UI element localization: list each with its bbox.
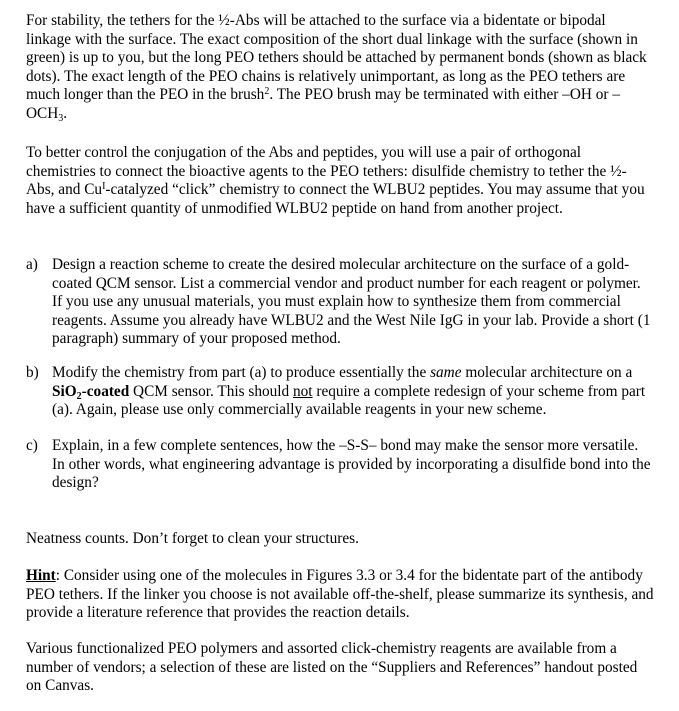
question-a-text: Design a reaction scheme to create the desired molecular architecture on the surface of a gold-coated QCM sensor. List a commercial vendor and product number for each reagent or polymer. If you use any unusual materials, you must explain how to synthesize them from commercial reagents. Assume you already have WLBU2 and the West Nile IgG in your lab. Provide a short (1 paragraph) summary of your proposed method. bbox=[52, 256, 651, 348]
question-a-label: a) bbox=[26, 256, 38, 273]
vendors-paragraph: Various functionalized PEO polymers and assorted click-chemistry reagents are available from a number of vendors; a selection of these are listed on the “Suppliers and References” handout posted on Canvas. bbox=[26, 640, 638, 695]
paragraph-orthogonal-chemistries: To better control the conjugation of the Abs and peptides, you will use a pair of orthogonal chemistries to connect the bioactive agents to the PEO tethers: disulfide chemistry to tether the ½-Abs, and $Cu^I$-catalyzed “click” chemistry to connect the WLBU2 peptides. You may assume that you have a sufficient quantity of unmodified WLBU2 peptide on hand from another project. bbox=[26, 144, 645, 217]
question-c-text: Explain, in a few complete sentences, how the –S-S– bond may make the sensor more versatile. In other words, what engineering advantage is provided by incorporating a disulfide bond into the design? bbox=[52, 437, 651, 492]
paragraph-tether-linkage: For stability, the tethers for the ½-Abs will be attached to the surface via a bidentate or bipodal linkage with the surface. The exact composition of the short dual linkage with the surface (shown in green) is up to you, but the long PEO tethers should be attached by permanent bonds (shown as black dots). The exact length of the PEO chains is relatively unimportant, as long as the PEO tethers are much longer than the PEO in the brush$^2$. The PEO brush may be terminated with either –OH or $-OCH_3$. bbox=[26, 12, 647, 124]
question-a bbox=[26, 256, 654, 349]
hint-label: Hint bbox=[26, 567, 56, 584]
question-b bbox=[26, 364, 654, 420]
hint-paragraph: Hint: Consider using one of the molecules in Figures 3.3 or 3.4 for the bidentate part of the antibody PEO tethers. If the linker you choose is not available off-the-shelf, please summarize its synthesis, and provide a literature reference that provides the reaction details. bbox=[26, 567, 654, 622]
question-c-label: c) bbox=[26, 437, 38, 454]
question-c bbox=[26, 437, 654, 493]
neatness-note: Neatness counts. Don’t forget to clean your structures. bbox=[26, 530, 359, 547]
question-b-label: b) bbox=[26, 364, 39, 381]
question-b-text: Modify the chemistry from part (a) to produce essentially the same molecular architecture on a SiO$_2$-coated QCM sensor. This should not require a complete redesign of your scheme from part (a). Again, please use only commercially available reagents in your new scheme. bbox=[52, 364, 646, 419]
